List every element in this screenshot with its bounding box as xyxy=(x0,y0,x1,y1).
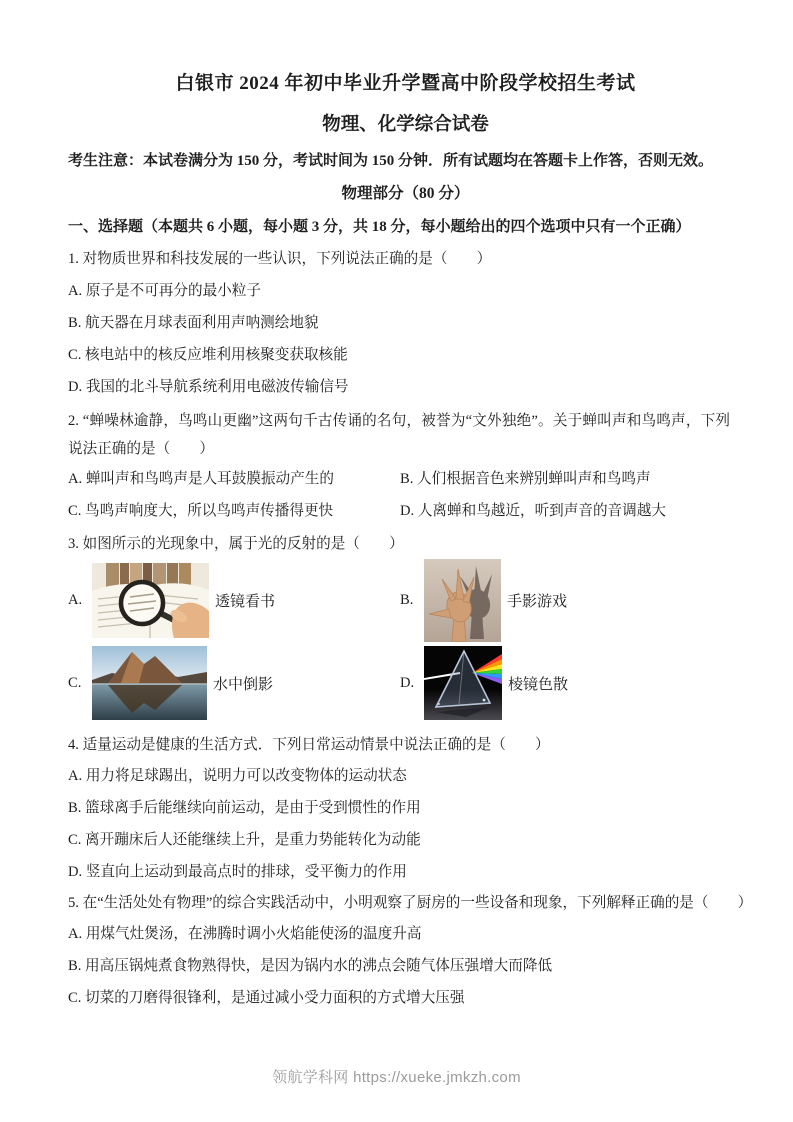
option-a-figure xyxy=(68,559,400,642)
question-5-stem: 5. 在“生活处处有物理”的综合实践活动中，小明观察了厨房的一些设备和现象，下列解释正确的是（ ） xyxy=(68,895,753,911)
question-4-option-b: B. 篮球离手后能继续向前运动，是由于受到惯性的作用 xyxy=(68,800,421,816)
question-5 xyxy=(68,888,753,1014)
option-d-figure xyxy=(400,642,743,724)
paper-subtitle: 物理、化学综合试卷 xyxy=(322,115,489,135)
question-4-option-a: A. 用力将足球踢出，说明力可以改变物体的运动状态 xyxy=(68,768,407,784)
paper-content xyxy=(68,0,753,1014)
option-b-label: B. xyxy=(400,592,414,608)
page-title: 白银市 2024 年初中毕业升学暨高中阶段学校招生考试 xyxy=(175,73,636,94)
question-1-option-a: A. 原子是不可再分的最小粒子 xyxy=(68,283,261,299)
water-reflection-photo xyxy=(92,646,207,720)
footer-watermark: 领航学科网 https://xueke.jmkzh.com xyxy=(272,1069,521,1086)
option-a-caption: 透镜看书 xyxy=(215,594,276,610)
question-5-option-c: C. 切菜的刀磨得很锋利，是通过减小受力面积的方式增大压强 xyxy=(68,990,465,1006)
question-1-option-b: B. 航天器在月球表面利用声呐测绘地貌 xyxy=(68,315,319,331)
question-2-options xyxy=(68,463,743,527)
question-4-option-c: C. 离开蹦床后人还能继续上升，是重力势能转化为动能 xyxy=(68,832,421,848)
question-3 xyxy=(68,529,743,724)
hand-shadow-photo xyxy=(424,559,501,642)
question-1-option-d: D. 我国的北斗导航系统利用电磁波传输信号 xyxy=(68,379,349,395)
question-1 xyxy=(68,243,743,403)
option-d-caption: 棱镜色散 xyxy=(508,676,569,693)
option-c-caption: 水中倒影 xyxy=(213,676,274,693)
option-c-label: C. xyxy=(68,674,82,691)
question-5-option-a: A. 用煤气灶煲汤，在沸腾时调小火焰能使汤的温度升高 xyxy=(68,926,422,942)
question-3-figures xyxy=(68,559,743,724)
candidate-notice: 考生注意：本试卷满分为 150 分，考试时间为 150 分钟．所有试题均在答题卡上作答，否则无效。 xyxy=(68,153,714,169)
question-2-stem: 2. “蝉噪林逾静，鸟鸣山更幽”这两句千古传诵的名句，被誉为“文外独绝”。关于蝉叫声和鸟鸣声，下列说法正确的是（ ） xyxy=(68,413,730,457)
question-3-stem: 3. 如图所示的光现象中，属于光的反射的是（ ） xyxy=(68,536,404,552)
question-4-stem: 4. 适量运动是健康的生活方式．下列日常运动情景中说法正确的是（ ） xyxy=(68,737,550,753)
question-4 xyxy=(68,730,743,888)
option-a-label: A. xyxy=(68,592,83,608)
question-2-option-d: D. 人离蝉和鸟越近，听到声音的音调越大 xyxy=(400,503,666,519)
question-5-option-b: B. 用高压锅炖煮食物熟得快，是因为锅内水的沸点会随气体压强增大而降低 xyxy=(68,958,553,974)
question-1-option-c: C. 核电站中的核反应堆利用核聚变获取核能 xyxy=(68,347,348,363)
option-d-label: D. xyxy=(400,674,415,691)
question-2-option-b: B. 人们根据音色来辨别蝉叫声和鸟鸣声 xyxy=(400,471,651,487)
option-c-figure xyxy=(68,642,400,724)
question-2 xyxy=(68,407,743,527)
option-b-caption: 手影游戏 xyxy=(507,594,568,610)
lens-reading-photo xyxy=(92,563,209,638)
option-b-figure xyxy=(400,559,743,642)
part1-heading: 一、选择题（本题共 6 小题，每小题 3 分，共 18 分，每小题给出的四个选项中只有一个正确） xyxy=(68,219,691,235)
question-2-option-c: C. 鸟鸣声响度大，所以鸟鸣声传播得更快 xyxy=(68,503,334,519)
question-1-stem: 1. 对物质世界和科技发展的一些认识，下列说法正确的是（ ） xyxy=(68,251,492,267)
section-title: 物理部分（80 分） xyxy=(341,185,470,202)
question-4-option-d: D. 竖直向上运动到最高点时的排球，受平衡力的作用 xyxy=(68,864,407,880)
prism-dispersion-photo xyxy=(424,646,502,720)
question-2-option-a: A. 蝉叫声和鸟鸣声是人耳鼓膜振动产生的 xyxy=(68,471,334,487)
